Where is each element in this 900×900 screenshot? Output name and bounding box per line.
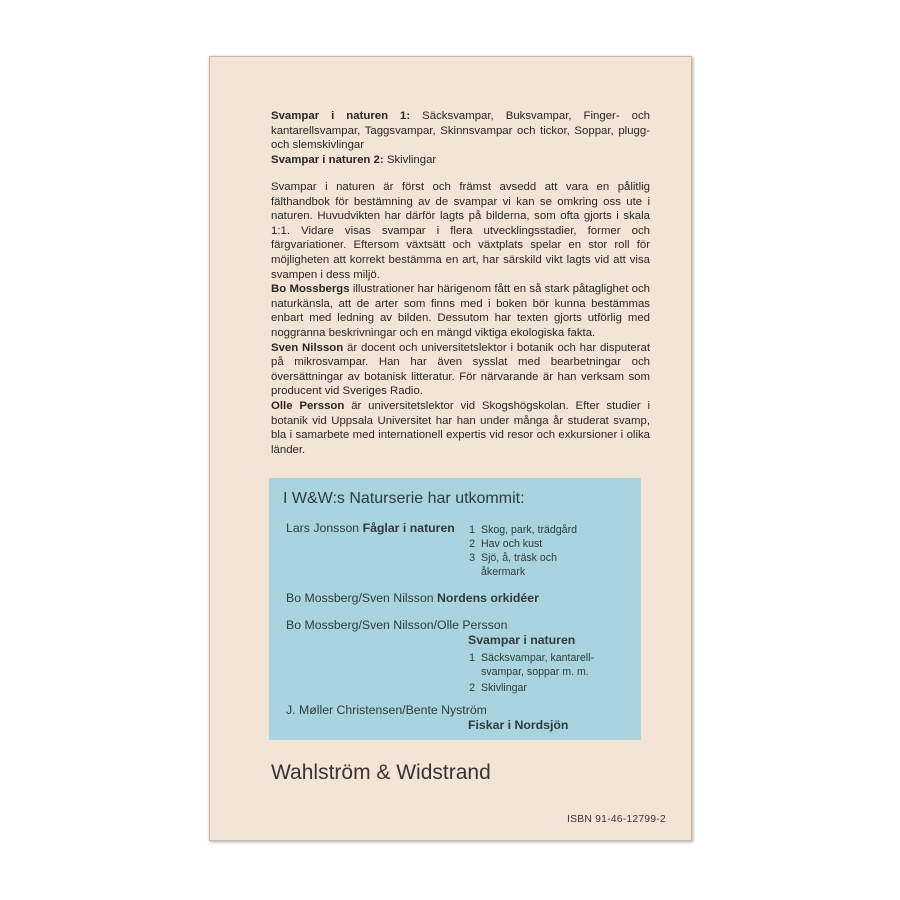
volume-1-label: Svampar i naturen 1: — [271, 110, 411, 122]
volume-item — [463, 665, 594, 679]
series-list-box — [269, 478, 641, 740]
volume-number: 2 — [469, 538, 475, 550]
author-name-nilsson: Sven Nilsson — [271, 341, 344, 354]
entry-title: Nordens orkidéer — [437, 591, 539, 605]
volume-2-line — [271, 153, 650, 168]
paragraph-persson-text: är universitetslektor vid Skogshögskolan. Efter studier i botanik vid Uppsala Universitet har han under många år studerat svamp, bla i samarbete med internationell expertis vid resor och exkursioner i olika länder. — [271, 399, 651, 456]
volume-1-text: Säcksvampar, Buksvampar, Finger- och kantarellsvampar, Taggsvampar, Skinnsvampar och tickor, Soppar, plugg- och slemskivlingar — [271, 110, 650, 152]
series-entry-svampar-title — [468, 633, 575, 647]
volume-1-line — [271, 109, 650, 153]
series-heading: I W&W:s Naturserie har utkommit: — [283, 490, 525, 507]
volume-title: Skog, park, trädgård — [481, 524, 577, 536]
volume-number: 3 — [469, 552, 475, 564]
paragraph-mossberg-text: illustrationer har härigenom fått en så stark påtaglighet och naturkänsla, att de arter som finns med i boken bör kunna bestämmas enbart med ledning av bilden. Dessutom har texten gjorts utförlig med noggranna beskrivningar och en mängd viktiga ekologiska fakta. — [271, 283, 650, 339]
paragraph-persson — [271, 399, 650, 457]
volume-title: Sjö, å, träsk och — [481, 552, 557, 564]
volume-item — [463, 651, 594, 665]
volume-item — [463, 537, 577, 551]
entry-author: Lars Jonsson — [286, 521, 363, 535]
volume-title: Hav och kust — [481, 538, 543, 550]
volume-title: svampar, soppar m. m. — [481, 666, 589, 678]
publisher-name: Wahlström & Widstrand — [271, 761, 491, 784]
volume-titles — [271, 109, 650, 167]
volume-item — [463, 565, 577, 579]
volume-number: 1 — [469, 652, 475, 664]
series-entry-fiskar-author: J. Møller Christensen/Bente Nyström — [286, 703, 487, 717]
description-text — [271, 180, 650, 457]
entry-author: Bo Mossberg/Sven Nilsson — [286, 591, 438, 605]
volume-item — [463, 681, 594, 695]
entry-title: Fåglar i naturen — [362, 521, 455, 535]
paragraph-nilsson-text: är docent och universitetslektor i botanik och har disputerat på mikrosvampar. Han har även sysslat med bearbetningar och översättningar av botanisk litteratur. För närvarande är han verksam som producent vid Sveriges Radio. — [271, 341, 650, 398]
volume-item — [463, 523, 577, 537]
faglar-volume-list — [463, 523, 577, 579]
author-name-persson: Olle Persson — [271, 399, 345, 412]
volume-title: åkermark — [481, 566, 526, 578]
paragraph-mossberg — [271, 282, 650, 340]
volume-2-label: Svampar i naturen 2: — [271, 153, 384, 166]
entry-title: Svampar i naturen — [468, 633, 576, 647]
series-entry-faglar — [286, 521, 455, 535]
book-back-cover — [209, 56, 692, 841]
entry-title: Fiskar i Nordsjön — [468, 718, 569, 732]
series-entry-fiskar-title — [468, 718, 568, 732]
volume-number: 2 — [469, 682, 475, 694]
volume-title: Säcksvampar, kantarell- — [481, 652, 595, 664]
volume-2-text: Skivlingar — [383, 153, 437, 166]
author-name-mossberg: Bo Mossbergs — [271, 283, 350, 296]
isbn-number: ISBN 91-46-12799-2 — [567, 814, 666, 825]
series-entry-svampar-author: Bo Mossberg/Sven Nilsson/Olle Persson — [286, 618, 508, 632]
paragraph-intro: Svampar i naturen är först och främst avsedd att vara en pålitlig fälthandbok för bestämning av de svampar vi kan se omkring oss ute i naturen. Huvudvikten har därför lagts på bilderna, som ofta gjorts i skala 1:1. Vidare visas svampar i flera utvecklingsstadier, former och färgvariationer. Eftersom växtsätt och växtplats spelar en stor roll för möjligheten att korrekt bestämma en art, har särskild vikt lagts vid att visa svampen i dess miljö. — [271, 181, 650, 281]
paragraph-nilsson — [271, 341, 650, 399]
series-entry-orkideer — [286, 591, 539, 605]
svampar-volume-list — [463, 651, 594, 695]
volume-number: 1 — [469, 524, 475, 536]
volume-item — [463, 551, 577, 565]
volume-title: Skivlingar — [481, 682, 527, 694]
